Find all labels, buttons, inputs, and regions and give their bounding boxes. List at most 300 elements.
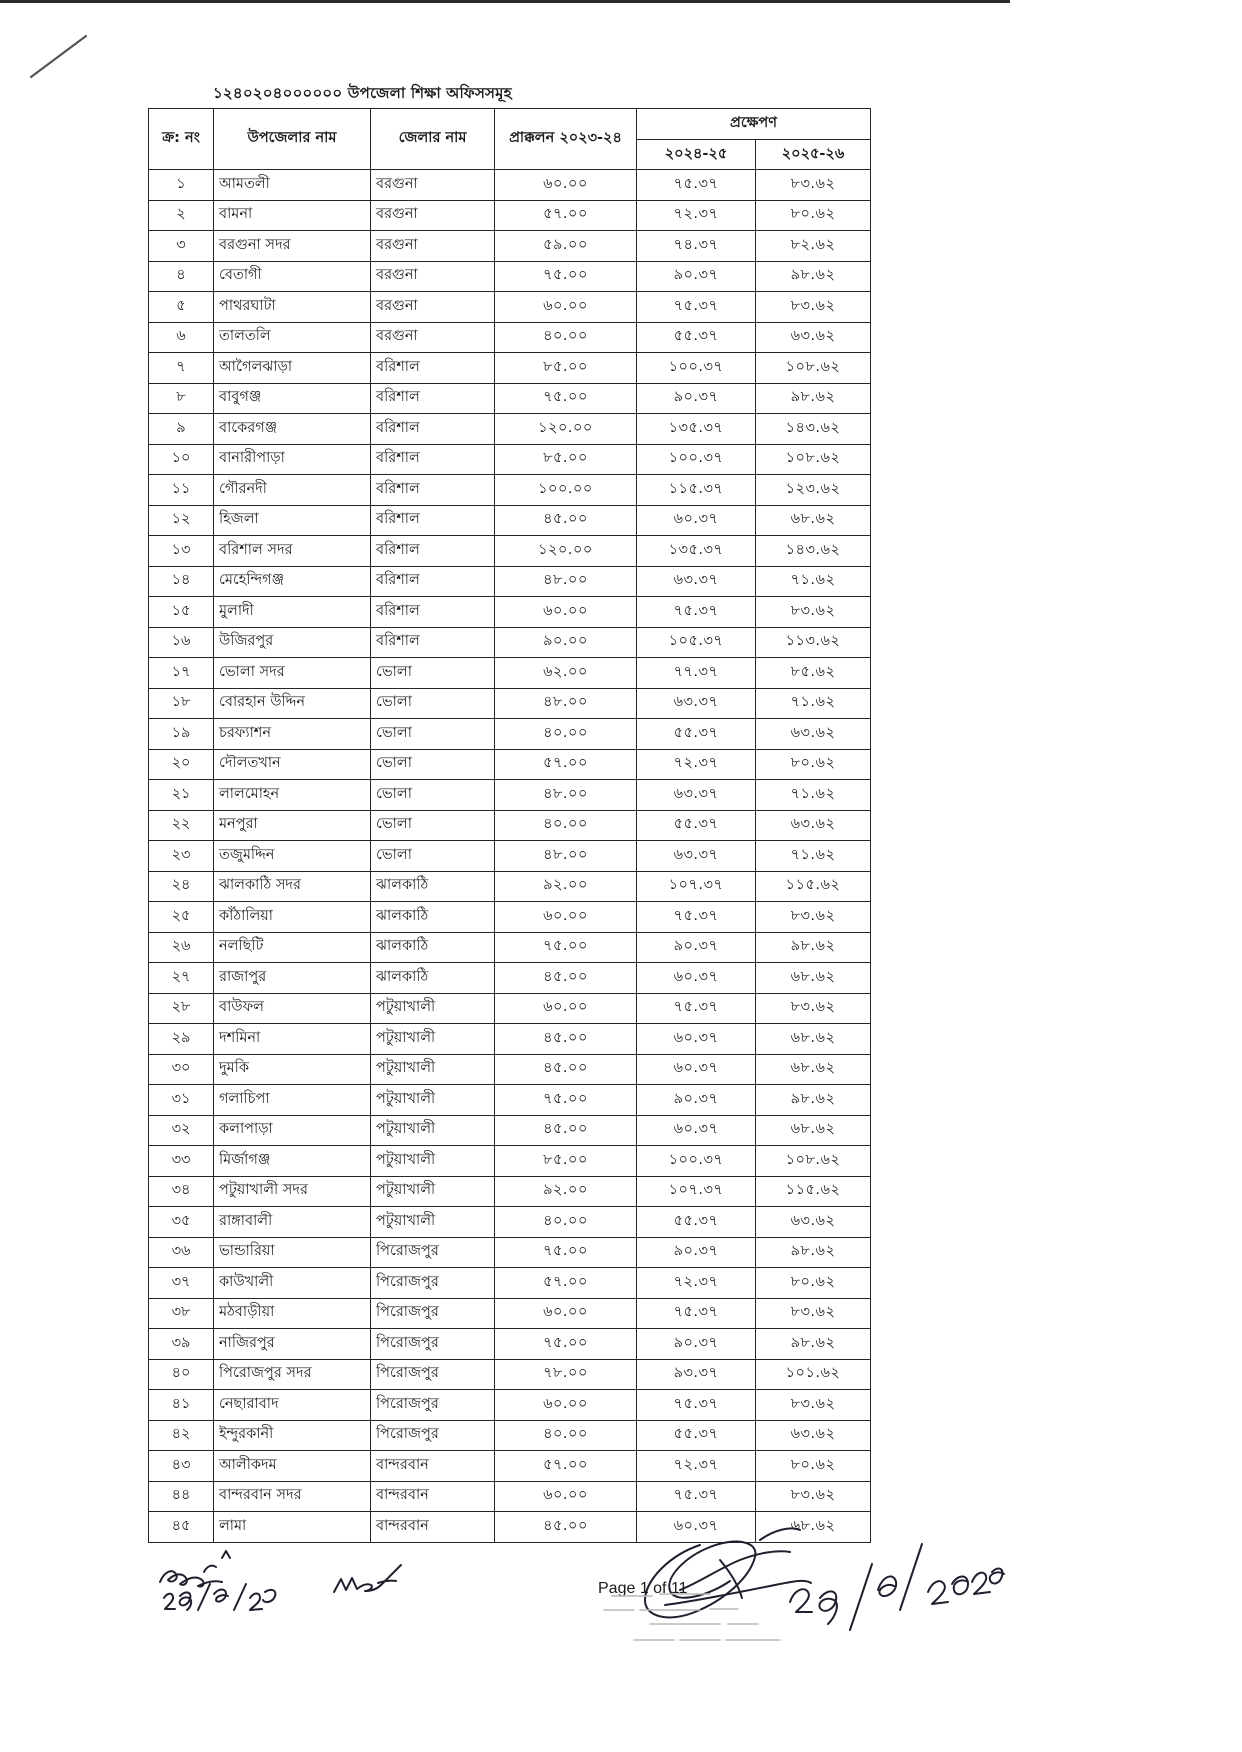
cell-district-name: বান্দরবান bbox=[371, 1481, 495, 1512]
cell-projection-2024-25: ৫৫.৩৭ bbox=[637, 1420, 756, 1451]
cell-district-name: পটুয়াখালী bbox=[371, 1024, 495, 1055]
cell-serial: ১৭ bbox=[149, 658, 214, 689]
cell-projection-2024-25: ৯৩.৩৭ bbox=[637, 1359, 756, 1390]
cell-projection-2025-26: ৬৮.৬২ bbox=[756, 1054, 871, 1085]
cell-projection-2025-26: ৭১.৬২ bbox=[756, 780, 871, 811]
cell-estimate-2023-24: ৭৫.০০ bbox=[495, 1237, 637, 1268]
cell-upazila-name: ঝালকাঠি সদর bbox=[214, 871, 371, 902]
cell-projection-2025-26: ১১৫.৬২ bbox=[756, 1176, 871, 1207]
cell-serial: ২৮ bbox=[149, 993, 214, 1024]
cell-projection-2024-25: ৭৫.৩৭ bbox=[637, 993, 756, 1024]
cell-projection-2025-26: ৮০.৬২ bbox=[756, 1451, 871, 1482]
cell-projection-2025-26: ৬৩.৬২ bbox=[756, 1207, 871, 1238]
table-header bbox=[149, 109, 871, 170]
cell-estimate-2023-24: ৭৫.০০ bbox=[495, 261, 637, 292]
cell-upazila-name: বোরহান উদ্দিন bbox=[214, 688, 371, 719]
cell-estimate-2023-24: ৯২.০০ bbox=[495, 871, 637, 902]
cell-upazila-name: চরফ্যাশন bbox=[214, 719, 371, 750]
table-row bbox=[149, 170, 871, 201]
table-row bbox=[149, 1512, 871, 1543]
header-upazila: উপজেলার নাম bbox=[214, 109, 371, 170]
header-projection: প্রক্ষেপণ bbox=[637, 109, 871, 140]
office-stamp bbox=[604, 1594, 780, 1640]
cell-serial: ১৫ bbox=[149, 597, 214, 628]
cell-estimate-2023-24: ৮৫.০০ bbox=[495, 444, 637, 475]
table-row bbox=[149, 1207, 871, 1238]
cell-projection-2025-26: ৬৩.৬২ bbox=[756, 322, 871, 353]
cell-projection-2024-25: ৭৭.৩৭ bbox=[637, 658, 756, 689]
table-row bbox=[149, 444, 871, 475]
cell-district-name: বরিশাল bbox=[371, 627, 495, 658]
cell-upazila-name: পাথরঘাটা bbox=[214, 292, 371, 323]
cell-serial: ৩৩ bbox=[149, 1146, 214, 1177]
cell-estimate-2023-24: ৬০.০০ bbox=[495, 597, 637, 628]
cell-projection-2025-26: ৮০.৬২ bbox=[756, 1268, 871, 1299]
cell-projection-2025-26: ৬৩.৬২ bbox=[756, 810, 871, 841]
cell-projection-2025-26: ১৪৩.৬২ bbox=[756, 414, 871, 445]
cell-upazila-name: বাবুগঞ্জ bbox=[214, 383, 371, 414]
cell-serial: ৪৩ bbox=[149, 1451, 214, 1482]
cell-district-name: পিরোজপুর bbox=[371, 1420, 495, 1451]
cell-district-name: পটুয়াখালী bbox=[371, 1207, 495, 1238]
cell-projection-2025-26: ৯৮.৬২ bbox=[756, 1329, 871, 1360]
cell-estimate-2023-24: ৫৭.০০ bbox=[495, 1451, 637, 1482]
cell-upazila-name: রাজাপুর bbox=[214, 963, 371, 994]
table-row bbox=[149, 383, 871, 414]
cell-estimate-2023-24: ৬০.০০ bbox=[495, 1481, 637, 1512]
cell-projection-2024-25: ৭৫.৩৭ bbox=[637, 597, 756, 628]
cell-upazila-name: বামনা bbox=[214, 200, 371, 231]
cell-projection-2025-26: ৮০.৬২ bbox=[756, 749, 871, 780]
cell-projection-2025-26: ৮০.৬২ bbox=[756, 200, 871, 231]
cell-projection-2024-25: ৬৩.৩৭ bbox=[637, 566, 756, 597]
cell-district-name: বরিশাল bbox=[371, 475, 495, 506]
cell-projection-2025-26: ৮৩.৬২ bbox=[756, 1390, 871, 1421]
cell-estimate-2023-24: ৪০.০০ bbox=[495, 1420, 637, 1451]
cell-estimate-2023-24: ৬০.০০ bbox=[495, 993, 637, 1024]
cell-estimate-2023-24: ৪৮.০০ bbox=[495, 780, 637, 811]
cell-upazila-name: লামা bbox=[214, 1512, 371, 1543]
table-row bbox=[149, 658, 871, 689]
scan-edge-shadow bbox=[0, 0, 1010, 3]
cell-projection-2025-26: ১৪৩.৬২ bbox=[756, 536, 871, 567]
cell-district-name: ভোলা bbox=[371, 841, 495, 872]
cell-upazila-name: নেছারাবাদ bbox=[214, 1390, 371, 1421]
cell-projection-2025-26: ৮৫.৬২ bbox=[756, 658, 871, 689]
cell-district-name: পটুয়াখালী bbox=[371, 1085, 495, 1116]
cell-projection-2025-26: ১০১.৬২ bbox=[756, 1359, 871, 1390]
header-serial: ক্র: নং bbox=[149, 109, 214, 170]
cell-estimate-2023-24: ৬০.০০ bbox=[495, 1298, 637, 1329]
cell-projection-2024-25: ১০০.৩৭ bbox=[637, 444, 756, 475]
signature-initials bbox=[334, 1565, 401, 1592]
cell-upazila-name: গৌরনদী bbox=[214, 475, 371, 506]
table-row bbox=[149, 566, 871, 597]
cell-upazila-name: আলীকদম bbox=[214, 1451, 371, 1482]
cell-estimate-2023-24: ৭৫.০০ bbox=[495, 1085, 637, 1116]
cell-estimate-2023-24: ৭৮.০০ bbox=[495, 1359, 637, 1390]
cell-projection-2024-25: ৭৫.৩৭ bbox=[637, 902, 756, 933]
cell-serial: ২০ bbox=[149, 749, 214, 780]
header-projection-2025-26: ২০২৫-২৬ bbox=[756, 140, 871, 170]
cell-serial: ১৩ bbox=[149, 536, 214, 567]
cell-serial: ১২ bbox=[149, 505, 214, 536]
cell-upazila-name: নলছিটি bbox=[214, 932, 371, 963]
cell-district-name: বরিশাল bbox=[371, 353, 495, 384]
table-row bbox=[149, 1176, 871, 1207]
cell-projection-2024-25: ৭৫.৩৭ bbox=[637, 1481, 756, 1512]
pen-stroke-mark bbox=[31, 36, 86, 77]
cell-upazila-name: আগৈলঝাড়া bbox=[214, 353, 371, 384]
cell-estimate-2023-24: ৪৮.০০ bbox=[495, 688, 637, 719]
cell-serial: ৩১ bbox=[149, 1085, 214, 1116]
cell-estimate-2023-24: ৭৫.০০ bbox=[495, 383, 637, 414]
cell-projection-2024-25: ৬০.৩৭ bbox=[637, 1512, 756, 1543]
cell-district-name: বান্দরবান bbox=[371, 1512, 495, 1543]
cell-projection-2025-26: ৬৮.৬২ bbox=[756, 1512, 871, 1543]
cell-district-name: ভোলা bbox=[371, 780, 495, 811]
cell-serial: ১১ bbox=[149, 475, 214, 506]
cell-serial: ৩৮ bbox=[149, 1298, 214, 1329]
cell-estimate-2023-24: ১২০.০০ bbox=[495, 414, 637, 445]
cell-estimate-2023-24: ৪৫.০০ bbox=[495, 1024, 637, 1055]
cell-serial: ১৪ bbox=[149, 566, 214, 597]
cell-upazila-name: গলাচিপা bbox=[214, 1085, 371, 1116]
cell-upazila-name: বেতাগী bbox=[214, 261, 371, 292]
cell-projection-2024-25: ৫৫.৩৭ bbox=[637, 810, 756, 841]
cell-projection-2024-25: ১০৫.৩৭ bbox=[637, 627, 756, 658]
cell-upazila-name: ইন্দুরকানী bbox=[214, 1420, 371, 1451]
cell-projection-2024-25: ৫৫.৩৭ bbox=[637, 719, 756, 750]
table-row bbox=[149, 536, 871, 567]
cell-serial: ৯ bbox=[149, 414, 214, 445]
cell-projection-2024-25: ৯০.৩৭ bbox=[637, 1329, 756, 1360]
cell-serial: ৪৫ bbox=[149, 1512, 214, 1543]
cell-projection-2024-25: ১৩৫.৩৭ bbox=[637, 414, 756, 445]
cell-serial: ৩৬ bbox=[149, 1237, 214, 1268]
cell-district-name: ঝালকাঠি bbox=[371, 902, 495, 933]
cell-upazila-name: কাঁঠালিয়া bbox=[214, 902, 371, 933]
cell-district-name: বরিশাল bbox=[371, 444, 495, 475]
cell-serial: ২১ bbox=[149, 780, 214, 811]
cell-projection-2025-26: ৮৩.৬২ bbox=[756, 993, 871, 1024]
table-row bbox=[149, 475, 871, 506]
cell-serial: ৩২ bbox=[149, 1115, 214, 1146]
table-row bbox=[149, 505, 871, 536]
header-district: জেলার নাম bbox=[371, 109, 495, 170]
table-row bbox=[149, 1268, 871, 1299]
cell-district-name: পিরোজপুর bbox=[371, 1298, 495, 1329]
cell-serial: ২৭ bbox=[149, 963, 214, 994]
cell-serial: ৪০ bbox=[149, 1359, 214, 1390]
cell-estimate-2023-24: ৪০.০০ bbox=[495, 322, 637, 353]
cell-upazila-name: নাজিরপুর bbox=[214, 1329, 371, 1360]
cell-estimate-2023-24: ৪০.০০ bbox=[495, 1207, 637, 1238]
table-row bbox=[149, 200, 871, 231]
cell-estimate-2023-24: ৯০.০০ bbox=[495, 627, 637, 658]
cell-projection-2024-25: ৯০.৩৭ bbox=[637, 383, 756, 414]
cell-serial: ৫ bbox=[149, 292, 214, 323]
cell-projection-2025-26: ৬৩.৬২ bbox=[756, 1420, 871, 1451]
cell-projection-2025-26: ৯৮.৬২ bbox=[756, 1237, 871, 1268]
cell-district-name: বরিশাল bbox=[371, 505, 495, 536]
cell-projection-2025-26: ৮৩.৬২ bbox=[756, 902, 871, 933]
table-row bbox=[149, 1237, 871, 1268]
table-row bbox=[149, 1451, 871, 1482]
cell-projection-2025-26: ৭১.৬২ bbox=[756, 688, 871, 719]
cell-serial: ১৬ bbox=[149, 627, 214, 658]
cell-district-name: পটুয়াখালী bbox=[371, 1146, 495, 1177]
table-row bbox=[149, 932, 871, 963]
table-row bbox=[149, 963, 871, 994]
table-row bbox=[149, 1390, 871, 1421]
cell-projection-2025-26: ৯৮.৬২ bbox=[756, 383, 871, 414]
cell-district-name: ভোলা bbox=[371, 810, 495, 841]
cell-serial: ৩০ bbox=[149, 1054, 214, 1085]
cell-projection-2024-25: ৬৩.৩৭ bbox=[637, 688, 756, 719]
table-row bbox=[149, 1024, 871, 1055]
table-body bbox=[149, 170, 871, 1543]
cell-upazila-name: কাউখালী bbox=[214, 1268, 371, 1299]
cell-serial: ৩৯ bbox=[149, 1329, 214, 1360]
cell-upazila-name: বরগুনা সদর bbox=[214, 231, 371, 262]
cell-serial: ২৯ bbox=[149, 1024, 214, 1055]
cell-serial: ২২ bbox=[149, 810, 214, 841]
cell-estimate-2023-24: ১০০.০০ bbox=[495, 475, 637, 506]
cell-projection-2024-25: ৭২.৩৭ bbox=[637, 749, 756, 780]
cell-district-name: ভোলা bbox=[371, 658, 495, 689]
table-row bbox=[149, 871, 871, 902]
cell-projection-2024-25: ৯০.৩৭ bbox=[637, 261, 756, 292]
cell-projection-2024-25: ৭৫.৩৭ bbox=[637, 1298, 756, 1329]
cell-serial: ৭ bbox=[149, 353, 214, 384]
table-row bbox=[149, 627, 871, 658]
cell-estimate-2023-24: ৯২.০০ bbox=[495, 1176, 637, 1207]
cell-projection-2024-25: ৬৩.৩৭ bbox=[637, 780, 756, 811]
cell-estimate-2023-24: ৬০.০০ bbox=[495, 170, 637, 201]
cell-estimate-2023-24: ৪০.০০ bbox=[495, 810, 637, 841]
cell-district-name: বরগুনা bbox=[371, 261, 495, 292]
cell-district-name: ঝালকাঠি bbox=[371, 932, 495, 963]
table-row bbox=[149, 719, 871, 750]
cell-projection-2025-26: ৬৮.৬২ bbox=[756, 1115, 871, 1146]
cell-upazila-name: তজুমদ্দিন bbox=[214, 841, 371, 872]
signature-left bbox=[160, 1551, 275, 1610]
cell-projection-2025-26: ৭১.৬২ bbox=[756, 566, 871, 597]
cell-serial: ২৩ bbox=[149, 841, 214, 872]
cell-projection-2024-25: ৭২.৩৭ bbox=[637, 1451, 756, 1482]
table-row bbox=[149, 414, 871, 445]
cell-serial: ৩৭ bbox=[149, 1268, 214, 1299]
cell-upazila-name: পটুয়াখালী সদর bbox=[214, 1176, 371, 1207]
cell-upazila-name: দশমিনা bbox=[214, 1024, 371, 1055]
cell-projection-2025-26: ৮৩.৬২ bbox=[756, 1298, 871, 1329]
cell-projection-2024-25: ৬০.৩৭ bbox=[637, 505, 756, 536]
cell-district-name: ভোলা bbox=[371, 688, 495, 719]
cell-projection-2024-25: ১০০.৩৭ bbox=[637, 1146, 756, 1177]
page-number: Page 1 of 11 bbox=[598, 1580, 688, 1597]
cell-upazila-name: আমতলী bbox=[214, 170, 371, 201]
cell-serial: ৪ bbox=[149, 261, 214, 292]
cell-serial: ২৬ bbox=[149, 932, 214, 963]
cell-projection-2024-25: ৬০.৩৭ bbox=[637, 1054, 756, 1085]
cell-projection-2024-25: ৫৫.৩৭ bbox=[637, 1207, 756, 1238]
cell-projection-2025-26: ৯৮.৬২ bbox=[756, 932, 871, 963]
cell-upazila-name: মেহেন্দিগঞ্জ bbox=[214, 566, 371, 597]
cell-upazila-name: বরিশাল সদর bbox=[214, 536, 371, 567]
cell-projection-2024-25: ৬০.৩৭ bbox=[637, 1115, 756, 1146]
cell-projection-2025-26: ১২৩.৬২ bbox=[756, 475, 871, 506]
table-row bbox=[149, 749, 871, 780]
cell-projection-2025-26: ১০৮.৬২ bbox=[756, 444, 871, 475]
cell-projection-2024-25: ৬০.৩৭ bbox=[637, 963, 756, 994]
table-row bbox=[149, 1298, 871, 1329]
cell-projection-2024-25: ৬৩.৩৭ bbox=[637, 841, 756, 872]
cell-district-name: বান্দরবান bbox=[371, 1451, 495, 1482]
cell-upazila-name: হিজলা bbox=[214, 505, 371, 536]
cell-projection-2024-25: ৭২.৩৭ bbox=[637, 200, 756, 231]
cell-serial: ৪১ bbox=[149, 1390, 214, 1421]
cell-projection-2025-26: ৮৩.৬২ bbox=[756, 597, 871, 628]
cell-estimate-2023-24: ৭৫.০০ bbox=[495, 1329, 637, 1360]
header-estimate: প্রাক্কলন ২০২৩-২৪ bbox=[495, 109, 637, 170]
cell-district-name: বরগুনা bbox=[371, 231, 495, 262]
cell-upazila-name: বানারীপাড়া bbox=[214, 444, 371, 475]
cell-district-name: ভোলা bbox=[371, 749, 495, 780]
cell-estimate-2023-24: ৭৫.০০ bbox=[495, 932, 637, 963]
cell-projection-2024-25: ৭৫.৩৭ bbox=[637, 1390, 756, 1421]
cell-estimate-2023-24: ৪৮.০০ bbox=[495, 841, 637, 872]
cell-district-name: বরিশাল bbox=[371, 383, 495, 414]
cell-projection-2024-25: ৯০.৩৭ bbox=[637, 932, 756, 963]
cell-projection-2025-26: ৭১.৬২ bbox=[756, 841, 871, 872]
table-row bbox=[149, 1359, 871, 1390]
cell-serial: ৪৪ bbox=[149, 1481, 214, 1512]
cell-estimate-2023-24: ৪৫.০০ bbox=[495, 1512, 637, 1543]
cell-serial: ২৪ bbox=[149, 871, 214, 902]
cell-serial: ৪২ bbox=[149, 1420, 214, 1451]
cell-district-name: বরগুনা bbox=[371, 322, 495, 353]
budget-table bbox=[148, 108, 871, 1543]
cell-upazila-name: মুলাদী bbox=[214, 597, 371, 628]
cell-district-name: বরিশাল bbox=[371, 566, 495, 597]
cell-estimate-2023-24: ৫৯.০০ bbox=[495, 231, 637, 262]
cell-estimate-2023-24: ৪৫.০০ bbox=[495, 505, 637, 536]
table-row bbox=[149, 780, 871, 811]
table-row bbox=[149, 1481, 871, 1512]
cell-serial: ৩৪ bbox=[149, 1176, 214, 1207]
cell-serial: ৩ bbox=[149, 231, 214, 262]
cell-estimate-2023-24: ৮৫.০০ bbox=[495, 353, 637, 384]
cell-serial: ১৮ bbox=[149, 688, 214, 719]
cell-upazila-name: ভোলা সদর bbox=[214, 658, 371, 689]
cell-district-name: পটুয়াখালী bbox=[371, 1054, 495, 1085]
cell-projection-2025-26: ৮২.৬২ bbox=[756, 231, 871, 262]
cell-upazila-name: রাঙ্গাবালী bbox=[214, 1207, 371, 1238]
table-row bbox=[149, 993, 871, 1024]
cell-projection-2025-26: ১০৮.৬২ bbox=[756, 353, 871, 384]
cell-upazila-name: বাউফল bbox=[214, 993, 371, 1024]
cell-district-name: পটুয়াখালী bbox=[371, 993, 495, 1024]
signature-right bbox=[645, 1528, 1004, 1630]
cell-upazila-name: লালমোহন bbox=[214, 780, 371, 811]
cell-serial: ১০ bbox=[149, 444, 214, 475]
table-row bbox=[149, 597, 871, 628]
cell-serial: ৩৫ bbox=[149, 1207, 214, 1238]
table-row bbox=[149, 261, 871, 292]
cell-estimate-2023-24: ৪০.০০ bbox=[495, 719, 637, 750]
cell-projection-2025-26: ৮৩.৬২ bbox=[756, 170, 871, 201]
cell-district-name: পিরোজপুর bbox=[371, 1329, 495, 1360]
cell-estimate-2023-24: ৬০.০০ bbox=[495, 292, 637, 323]
cell-upazila-name: বাকেরগঞ্জ bbox=[214, 414, 371, 445]
cell-projection-2025-26: ৬৮.৬২ bbox=[756, 963, 871, 994]
cell-district-name: বরগুনা bbox=[371, 170, 495, 201]
table-row bbox=[149, 810, 871, 841]
cell-estimate-2023-24: ১২০.০০ bbox=[495, 536, 637, 567]
table-row bbox=[149, 1054, 871, 1085]
cell-estimate-2023-24: ৬০.০০ bbox=[495, 1390, 637, 1421]
cell-district-name: পটুয়াখালী bbox=[371, 1176, 495, 1207]
cell-serial: ১ bbox=[149, 170, 214, 201]
cell-estimate-2023-24: ৬০.০০ bbox=[495, 902, 637, 933]
cell-projection-2025-26: ৯৮.৬২ bbox=[756, 261, 871, 292]
cell-serial: ২৫ bbox=[149, 902, 214, 933]
cell-projection-2024-25: ১০৭.৩৭ bbox=[637, 871, 756, 902]
cell-district-name: পিরোজপুর bbox=[371, 1237, 495, 1268]
cell-estimate-2023-24: ৮৫.০০ bbox=[495, 1146, 637, 1177]
table-row bbox=[149, 688, 871, 719]
cell-estimate-2023-24: ৪৫.০০ bbox=[495, 1054, 637, 1085]
table-row bbox=[149, 1146, 871, 1177]
cell-serial: ১৯ bbox=[149, 719, 214, 750]
cell-projection-2025-26: ৬৮.৬২ bbox=[756, 1024, 871, 1055]
cell-upazila-name: মনপুরা bbox=[214, 810, 371, 841]
cell-upazila-name: মির্জাগঞ্জ bbox=[214, 1146, 371, 1177]
cell-projection-2024-25: ৭৫.৩৭ bbox=[637, 170, 756, 201]
document-title: ১২৪০২০৪০০০০০০ উপজেলা শিক্ষা অফিসসমূহ bbox=[213, 84, 512, 102]
cell-upazila-name: ভান্ডারিয়া bbox=[214, 1237, 371, 1268]
table-row bbox=[149, 231, 871, 262]
cell-projection-2025-26: ১০৮.৬২ bbox=[756, 1146, 871, 1177]
cell-projection-2025-26: ৬৩.৬২ bbox=[756, 719, 871, 750]
table-row bbox=[149, 1329, 871, 1360]
cell-district-name: বরগুনা bbox=[371, 292, 495, 323]
cell-upazila-name: উজিরপুর bbox=[214, 627, 371, 658]
cell-upazila-name: বান্দরবান সদর bbox=[214, 1481, 371, 1512]
cell-serial: ৬ bbox=[149, 322, 214, 353]
cell-projection-2025-26: ৮৩.৬২ bbox=[756, 1481, 871, 1512]
table-row bbox=[149, 1085, 871, 1116]
cell-projection-2025-26: ১১৩.৬২ bbox=[756, 627, 871, 658]
cell-projection-2024-25: ৫৫.৩৭ bbox=[637, 322, 756, 353]
cell-projection-2025-26: ৮৩.৬২ bbox=[756, 292, 871, 323]
table-row bbox=[149, 322, 871, 353]
cell-district-name: ঝালকাঠি bbox=[371, 871, 495, 902]
header-row-top bbox=[149, 109, 871, 140]
cell-estimate-2023-24: ৬২.০০ bbox=[495, 658, 637, 689]
cell-estimate-2023-24: ৫৭.০০ bbox=[495, 200, 637, 231]
table-row bbox=[149, 1115, 871, 1146]
cell-projection-2024-25: ৯০.৩৭ bbox=[637, 1237, 756, 1268]
cell-projection-2025-26: ৬৮.৬২ bbox=[756, 505, 871, 536]
cell-upazila-name: মঠবাড়ীয়া bbox=[214, 1298, 371, 1329]
cell-estimate-2023-24: ৪৫.০০ bbox=[495, 1115, 637, 1146]
cell-upazila-name: পিরোজপুর সদর bbox=[214, 1359, 371, 1390]
cell-serial: ৮ bbox=[149, 383, 214, 414]
cell-district-name: বরিশাল bbox=[371, 597, 495, 628]
table-row bbox=[149, 841, 871, 872]
